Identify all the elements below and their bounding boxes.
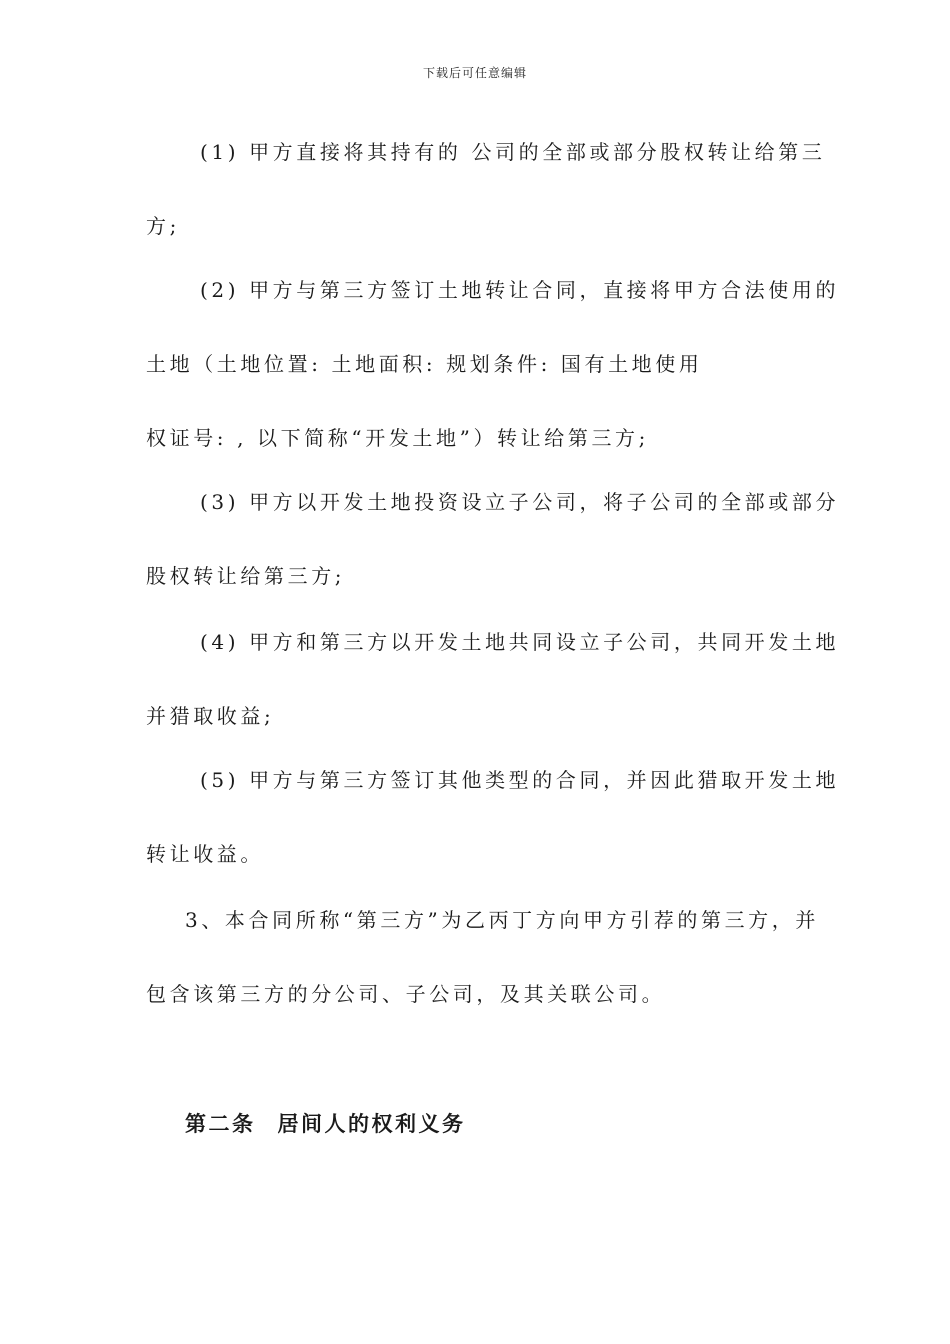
section-title: 居间人的权利义务: [277, 1111, 466, 1136]
item-4-line-1: (4) 甲方和第三方以开发土地共同设立子公司，共同开发土地: [200, 630, 840, 654]
section-heading: [185, 1110, 466, 1138]
header-note: 下载后可任意编辑: [422, 66, 527, 80]
item-2-line-1: (2) 甲方与第三方签订土地转让合同，直接将甲方合法使用的: [200, 278, 840, 302]
item-3-line-1: (3) 甲方以开发土地投资设立子公司，将子公司的全部或部分: [200, 490, 840, 514]
item-5-line-1: (5) 甲方与第三方签订其他类型的合同，并因此猎取开发土地: [200, 768, 840, 792]
clause-3-line-2: 包含该第三方的分公司、子公司，及其关联公司。: [146, 982, 666, 1006]
item-1-line-2: 方;: [146, 214, 180, 238]
item-2-line-2: 土地（土地位置: 土地面积: 规划条件: 国有土地使用: [146, 352, 703, 376]
item-5-line-2: 转让收益。: [146, 842, 264, 866]
item-4-line-2: 并猎取收益;: [146, 704, 275, 728]
section-number: 第二条: [185, 1111, 256, 1136]
item-1-line-1: (1) 甲方直接将其持有的 公司的全部或部分股权转让给第三: [200, 140, 826, 164]
item-3-line-2: 股权转让给第三方;: [146, 564, 346, 588]
clause-3-line-1: 3、本合同所称“第三方”为乙丙丁方向甲方引荐的第三方，并: [185, 908, 819, 932]
item-2-line-3: 权证号: , 以下简称“开发土地”）转让给第三方;: [146, 426, 649, 450]
